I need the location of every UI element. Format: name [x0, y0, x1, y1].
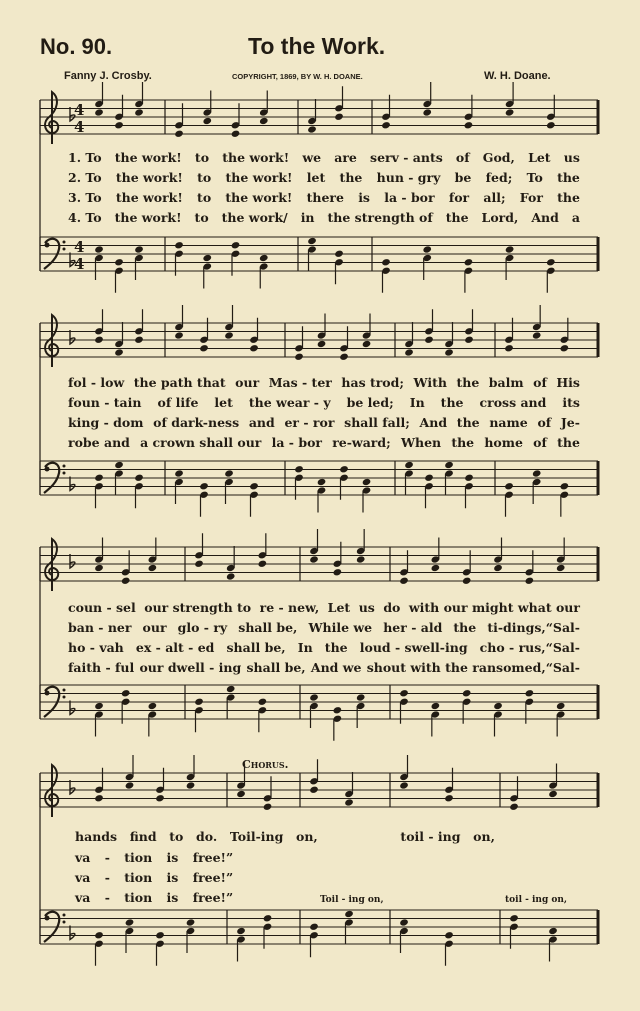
- lyric-word: on,: [473, 829, 495, 844]
- flat-key-signature-icon: [70, 701, 75, 715]
- composer-credit: W. H. Doane.: [484, 70, 551, 82]
- note-head: [258, 560, 268, 568]
- lyric-word: the: [445, 210, 469, 225]
- note-head: [525, 577, 535, 585]
- note-head: [344, 910, 354, 918]
- lyric-word: Let: [327, 600, 351, 615]
- note-head: [134, 474, 144, 482]
- note-head: [114, 461, 124, 469]
- vation-line-4: va - tion is free!”: [75, 890, 234, 905]
- flat-key-signature-icon: [70, 926, 75, 940]
- note-head: [94, 108, 104, 116]
- hymn-number: No. 90.: [40, 34, 113, 59]
- time-signature: 4: [74, 255, 85, 273]
- lyric-line-verse-2: [68, 393, 580, 413]
- lyric-word: la - bor: [271, 435, 322, 450]
- lyric-word: its: [562, 395, 580, 410]
- hymn-title: To the Work.: [248, 33, 386, 59]
- note-head: [464, 258, 474, 266]
- lyric-word: toil - ing: [400, 829, 461, 844]
- note-head: [444, 348, 454, 356]
- lyric-word: er - ror: [284, 415, 335, 430]
- lyric-word: the work!: [114, 210, 182, 225]
- chorus-lyrics-line: [75, 829, 495, 844]
- note-head: [231, 130, 241, 138]
- lyric-word: of: [533, 435, 547, 450]
- lyric-word: hun - gry: [376, 170, 441, 185]
- note-head: [121, 689, 131, 697]
- lyric-word: 3. To: [68, 190, 102, 205]
- lyric-word: foun - tain: [68, 395, 142, 410]
- note-head: [431, 702, 441, 710]
- note-head: [294, 353, 304, 361]
- bass-clef-dot: [63, 914, 66, 917]
- lyric-word: cho - rus,“Sal-: [479, 640, 580, 655]
- note-head: [334, 250, 344, 258]
- bass-clef-dot: [63, 248, 66, 251]
- lyric-word: the strength of: [327, 210, 433, 225]
- lyric-word: ban - ner: [68, 620, 132, 635]
- note-head: [424, 474, 434, 482]
- note-head: [504, 482, 514, 490]
- lyric-word: loud - swell-ing: [359, 640, 468, 655]
- note-head: [114, 258, 124, 266]
- lyric-word: on,: [296, 829, 318, 844]
- note-head: [362, 478, 372, 486]
- note-head: [505, 245, 515, 253]
- lyric-word: a: [571, 210, 580, 225]
- lyric-word: the: [557, 170, 580, 185]
- note-head: [199, 482, 209, 490]
- lyric-word: ex - alt - ed: [135, 640, 215, 655]
- lyrics-system-1: [68, 148, 580, 228]
- note-head: [356, 555, 366, 563]
- note-head: [94, 474, 104, 482]
- note-head: [226, 685, 236, 693]
- note-head: [317, 340, 327, 348]
- lyric-word: our: [235, 375, 260, 390]
- note-head: [525, 689, 535, 697]
- lyric-word: And: [419, 415, 448, 430]
- time-signature: 4: [74, 101, 85, 119]
- lyric-word: la - bor: [384, 190, 435, 205]
- note-head: [309, 923, 319, 931]
- lyric-word: there: [306, 190, 344, 205]
- lyric-line-verse-1: [68, 148, 580, 168]
- note-head: [339, 353, 349, 361]
- note-head: [236, 790, 246, 798]
- lyric-line-verse-3: [68, 413, 580, 433]
- lyric-word: and: [248, 415, 275, 430]
- lyric-line-verse-2: [68, 168, 580, 188]
- lyric-word: fol - low: [68, 375, 125, 390]
- note-head: [309, 693, 319, 701]
- lyric-word: shall be,: [246, 660, 306, 675]
- note-head: [504, 344, 514, 352]
- lyric-word: robe and: [68, 435, 130, 450]
- lyric-word: of: [537, 415, 552, 430]
- lyric-word: do.: [196, 829, 218, 844]
- lyric-word: us: [358, 600, 375, 615]
- flat-key-signature-icon: [70, 554, 75, 568]
- note-head: [532, 331, 542, 339]
- lyric-word: Mas - ter: [268, 375, 332, 390]
- lyric-word: Lord,: [481, 210, 519, 225]
- lyric-word: of: [533, 375, 547, 390]
- note-head: [505, 108, 515, 116]
- note-head: [548, 790, 558, 798]
- flat-key-signature-icon: [70, 477, 75, 491]
- lyric-word: name: [489, 415, 528, 430]
- note-head: [356, 693, 366, 701]
- note-head: [560, 344, 570, 352]
- note-head: [333, 706, 343, 714]
- note-head: [263, 914, 273, 922]
- note-head: [317, 478, 327, 486]
- lyric-word: And we: [310, 660, 362, 675]
- lyric-word: balm: [488, 375, 524, 390]
- lyric-word: Let: [528, 150, 551, 165]
- note-head: [399, 577, 409, 585]
- copyright-notice: COPYRIGHT, 1869, BY W. H. DOANE.: [232, 72, 363, 81]
- note-head: [532, 469, 542, 477]
- lyric-word: the: [453, 620, 477, 635]
- lyric-word: the work!: [225, 190, 293, 205]
- lyric-word: a crown shall our: [140, 435, 262, 450]
- note-head: [444, 794, 454, 802]
- note-head: [94, 336, 104, 344]
- vation-line-2: va - tion is free!”: [75, 850, 234, 865]
- bass-clef-dot: [63, 472, 66, 475]
- lyric-word: her - ald: [383, 620, 443, 635]
- lyric-word: the work!: [114, 150, 182, 165]
- lyric-word: shall fall;: [344, 415, 410, 430]
- bass-clef-dot: [63, 689, 66, 692]
- note-head: [134, 336, 144, 344]
- note-head: [194, 560, 204, 568]
- bass-clef-dot: [45, 243, 50, 248]
- lyric-word: While we: [308, 620, 373, 635]
- note-head: [307, 237, 317, 245]
- note-head: [464, 121, 474, 129]
- bass-clef-dot: [63, 696, 66, 699]
- lyric-word: the: [451, 435, 475, 450]
- note-head: [174, 130, 184, 138]
- note-head: [399, 689, 409, 697]
- note-head: [444, 931, 454, 939]
- note-head: [199, 344, 209, 352]
- note-head: [344, 798, 354, 806]
- note-head: [224, 331, 234, 339]
- lyric-word: to: [169, 829, 184, 844]
- flat-key-signature-icon: [70, 330, 75, 344]
- lyric-word: of dark-ness: [153, 415, 240, 430]
- note-head: [121, 577, 131, 585]
- lyric-word: all;: [483, 190, 506, 205]
- lyric-line-verse-3: [68, 638, 580, 658]
- note-head: [114, 121, 124, 129]
- note-head: [404, 461, 414, 469]
- lyric-word: When: [400, 435, 442, 450]
- lyric-line-verse-4: [68, 433, 580, 453]
- note-head: [424, 336, 434, 344]
- lyric-word: is: [358, 190, 370, 205]
- lyric-word: hands: [75, 829, 118, 844]
- note-head: [462, 577, 472, 585]
- note-head: [258, 698, 268, 706]
- note-head: [148, 702, 158, 710]
- lyric-word: faith - ful: [68, 660, 135, 675]
- lyric-word: the work/: [221, 210, 288, 225]
- note-head: [148, 564, 158, 572]
- note-head: [114, 348, 124, 356]
- note-head: [259, 117, 269, 125]
- lyric-word: of: [455, 150, 470, 165]
- bass-clef-dot: [63, 241, 66, 244]
- lyric-word: the work!: [115, 170, 183, 185]
- note-head: [333, 568, 343, 576]
- lyric-word: king - dom: [68, 415, 144, 430]
- note-head: [174, 469, 184, 477]
- lyric-word: shall be,: [238, 620, 298, 635]
- note-head: [125, 781, 135, 789]
- lyric-word: 4. To: [68, 210, 102, 225]
- lyric-word: the: [456, 375, 480, 390]
- lyric-word: Je-: [560, 415, 580, 430]
- lyric-word: re-ward;: [332, 435, 391, 450]
- lyric-word: His: [556, 375, 580, 390]
- lyric-word: be: [454, 170, 472, 185]
- note-head: [94, 702, 104, 710]
- note-head: [546, 258, 556, 266]
- note-head: [94, 245, 104, 253]
- author-credit: Fanny J. Crosby.: [64, 70, 152, 82]
- lyric-line-verse-4: [68, 208, 580, 228]
- lyric-line-verse-4: [68, 658, 580, 678]
- note-head: [307, 125, 317, 133]
- lyric-word: us: [563, 150, 580, 165]
- lyric-word: 2. To: [68, 170, 102, 185]
- lyric-word: God,: [482, 150, 515, 165]
- note-head: [94, 564, 104, 572]
- lyric-word: we: [302, 150, 322, 165]
- lyric-word: let: [306, 170, 326, 185]
- bass-clef-dot: [63, 921, 66, 924]
- note-head: [249, 344, 259, 352]
- note-head: [556, 702, 566, 710]
- lyric-word: cross and: [479, 395, 547, 410]
- note-head: [444, 461, 454, 469]
- note-head: [334, 113, 344, 121]
- note-head: [174, 331, 184, 339]
- lyric-word: shout with the ransomed,“Sal-: [366, 660, 580, 675]
- note-head: [464, 474, 474, 482]
- lyric-word: To: [526, 170, 543, 185]
- lyric-word: to: [197, 170, 212, 185]
- lyric-word: home: [484, 435, 523, 450]
- note-head: [134, 108, 144, 116]
- lyric-word: our: [142, 620, 167, 635]
- lyric-word: serv - ants: [370, 150, 443, 165]
- lyric-word: glo - ry: [177, 620, 228, 635]
- lyric-line-verse-1: [68, 373, 580, 393]
- note-head: [186, 781, 196, 789]
- note-head: [231, 241, 241, 249]
- lyric-word: coun - sel: [68, 600, 136, 615]
- note-head: [399, 918, 409, 926]
- lyric-word: re - new,: [259, 600, 320, 615]
- note-head: [339, 465, 349, 473]
- note-head: [174, 241, 184, 249]
- note-head: [309, 555, 319, 563]
- note-head: [404, 348, 414, 356]
- note-head: [362, 340, 372, 348]
- lyric-word: our dwell - ing: [139, 660, 242, 675]
- lyric-word: fed;: [485, 170, 513, 185]
- chorus-label: Chorus.: [242, 758, 289, 771]
- bass-clef-dot: [45, 916, 50, 921]
- lyric-word: our strength to: [144, 600, 252, 615]
- note-head: [462, 689, 472, 697]
- note-head: [202, 254, 212, 262]
- lyric-word: And: [531, 210, 559, 225]
- note-head: [294, 465, 304, 473]
- lyric-word: the: [324, 640, 348, 655]
- lyrics-system-3: [68, 598, 580, 678]
- lyric-word: do: [383, 600, 401, 615]
- lyric-word: let: [214, 395, 233, 410]
- note-head: [155, 931, 165, 939]
- lyric-word: the wear - y: [248, 395, 331, 410]
- note-head: [431, 564, 441, 572]
- note-head: [493, 564, 503, 572]
- lyric-word: to: [197, 190, 212, 205]
- lyric-word: the: [440, 395, 464, 410]
- note-head: [560, 482, 570, 490]
- bass-clef-dot: [45, 467, 50, 472]
- lyrics-system-2: [68, 373, 580, 453]
- lyric-word: of life: [157, 395, 199, 410]
- lyric-word: the work!: [115, 190, 183, 205]
- lyric-word: For: [519, 190, 543, 205]
- time-signature: 4: [74, 238, 85, 256]
- lyric-word: In: [409, 395, 425, 410]
- note-head: [422, 245, 432, 253]
- time-signature: 4: [74, 118, 85, 136]
- note-head: [186, 918, 196, 926]
- note-head: [224, 469, 234, 477]
- note-head: [546, 121, 556, 129]
- note-head: [464, 336, 474, 344]
- lyric-word: 1. To: [68, 150, 102, 165]
- lyric-word: shall be,: [226, 640, 286, 655]
- vation-line-3: va - tion is free!”: [75, 870, 234, 885]
- note-head: [493, 702, 503, 710]
- lyric-word: to: [194, 150, 210, 165]
- note-head: [263, 803, 273, 811]
- note-head: [399, 781, 409, 789]
- lyric-word: in: [300, 210, 315, 225]
- note-head: [422, 108, 432, 116]
- lyric-word: the: [339, 170, 363, 185]
- note-head: [202, 117, 212, 125]
- lyric-word: for: [448, 190, 470, 205]
- note-head: [94, 931, 104, 939]
- lyric-word: Toil-ing: [229, 829, 284, 844]
- note-head: [509, 803, 519, 811]
- bass-clef-dot: [63, 465, 66, 468]
- note-head: [259, 254, 269, 262]
- note-head: [226, 572, 236, 580]
- lyric-word: to: [194, 210, 209, 225]
- lyric-line-verse-3: [68, 188, 580, 208]
- lyric-word: ti-dings,“Sal-: [487, 620, 580, 635]
- lyric-word: are: [334, 150, 357, 165]
- lyric-line-verse-2: [68, 618, 580, 638]
- bass-clef-dot: [45, 691, 50, 696]
- note-head: [548, 927, 558, 935]
- lyric-word: ho - vah: [68, 640, 124, 655]
- lyric-word: has trod;: [341, 375, 405, 390]
- note-head: [194, 698, 204, 706]
- bass-lyric-2: toil - ing on,: [505, 895, 568, 905]
- lyric-word: the: [557, 190, 580, 205]
- note-head: [309, 786, 319, 794]
- lyric-word: the work!: [222, 150, 290, 165]
- bass-lyric-1: Toil - ing on,: [320, 895, 384, 905]
- note-head: [125, 918, 135, 926]
- note-head: [509, 914, 519, 922]
- lyric-word: find: [129, 829, 157, 844]
- lyric-word: In: [297, 640, 313, 655]
- note-head: [249, 482, 259, 490]
- note-head: [94, 794, 104, 802]
- note-head: [381, 258, 391, 266]
- note-head: [134, 245, 144, 253]
- lyric-word: With: [413, 375, 447, 390]
- note-head: [556, 564, 566, 572]
- lyric-line-verse-1: [68, 598, 580, 618]
- lyric-word: be led;: [346, 395, 394, 410]
- lyric-word: the work!: [225, 170, 293, 185]
- note-head: [381, 121, 391, 129]
- lyric-word: with our might what our: [408, 600, 580, 615]
- lyric-word: the: [557, 435, 580, 450]
- note-head: [155, 794, 165, 802]
- lyric-word: the path that: [133, 375, 226, 390]
- flat-key-signature-icon: [70, 780, 75, 794]
- note-head: [236, 927, 246, 935]
- lyric-word: the: [456, 415, 480, 430]
